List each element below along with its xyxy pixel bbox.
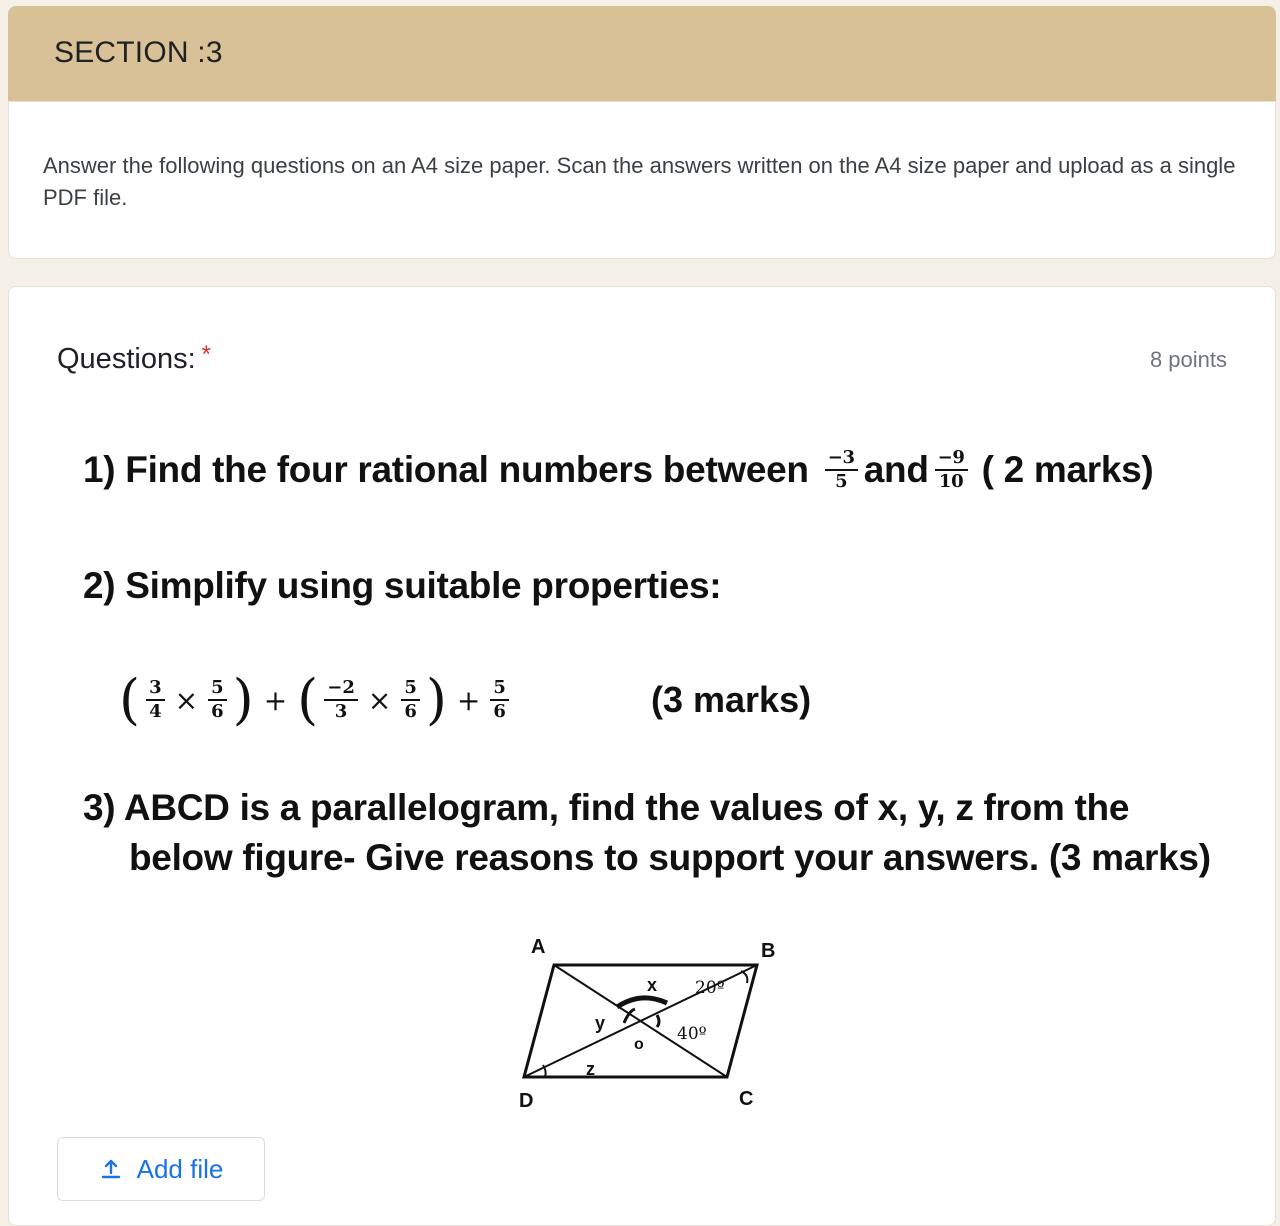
q1-frac2-num: −9 — [937, 447, 965, 468]
q1-fraction-1 — [825, 447, 858, 493]
q2-frac-1 — [146, 677, 165, 723]
angle-40-label: 40º — [677, 1024, 707, 1044]
q2-frac3-den: 3 — [324, 699, 358, 723]
q2-frac-5 — [490, 677, 509, 723]
q2-frac1-den: 4 — [146, 699, 165, 723]
times-op: × — [174, 683, 199, 717]
q2-frac-2 — [208, 677, 227, 723]
plus-op: + — [456, 683, 481, 717]
question-title-text: Questions: — [57, 343, 196, 375]
angle-x-label: x — [647, 975, 658, 995]
q2-frac4-num: 5 — [404, 677, 417, 698]
section-header — [8, 6, 1276, 101]
vertex-c-label: C — [739, 1088, 754, 1107]
q1-text — [83, 447, 1153, 493]
q2-frac3-num: −2 — [327, 677, 355, 698]
required-star: * — [201, 341, 211, 368]
upload-icon — [99, 1157, 123, 1181]
question-title — [57, 343, 211, 376]
q1-frac2-den: 10 — [935, 469, 968, 493]
angle-y-label: y — [595, 1013, 606, 1033]
parallelogram-svg — [509, 927, 799, 1107]
q2-frac1-num: 3 — [149, 677, 162, 698]
q2-frac2-den: 6 — [208, 699, 227, 723]
q2-frac-4 — [401, 677, 420, 723]
vertex-b-label: B — [761, 940, 776, 962]
q2-marks: (3 marks) — [651, 679, 812, 720]
q2-frac5-num: 5 — [493, 677, 506, 698]
section-description-card — [8, 101, 1276, 259]
vertex-d-label: D — [519, 1090, 534, 1107]
close-paren: ) — [425, 668, 447, 731]
q2-frac5-den: 6 — [490, 699, 509, 723]
q1-frac1-den: 5 — [825, 469, 858, 493]
q1-and: and — [863, 449, 929, 490]
angle-z-label: z — [586, 1059, 595, 1079]
q3-line1: 3) ABCD is a parallelogram, find the values of x, y, z from the — [83, 787, 1130, 828]
close-paren: ) — [232, 668, 254, 731]
open-paren: ( — [119, 668, 141, 731]
add-file-label: Add file — [136, 1153, 224, 1184]
plus-op: + — [263, 683, 288, 717]
angle-20-label: 20º — [695, 978, 725, 998]
open-paren: ( — [297, 668, 319, 731]
q2-frac2-num: 5 — [211, 677, 224, 698]
question-points: 8 points — [1149, 347, 1227, 372]
times-op: × — [367, 683, 392, 717]
q1-fraction-2 — [935, 447, 968, 493]
vertex-a-label: A — [531, 936, 546, 958]
question-card — [8, 286, 1276, 1226]
q2-title: 2) Simplify using suitable properties: — [83, 565, 722, 606]
q2-expression — [119, 665, 509, 735]
parallelogram-figure — [509, 927, 799, 1107]
section-title: SECTION :3 — [54, 36, 223, 69]
q1-frac1-num: −3 — [827, 447, 855, 468]
center-o-label: o — [634, 1036, 644, 1053]
add-file-button[interactable] — [57, 1137, 265, 1201]
q2-frac-3 — [324, 677, 358, 723]
q3-line2: below figure- Give reasons to support your answers. (3 marks) — [129, 837, 1211, 878]
q1-marks: ( 2 marks) — [981, 449, 1154, 490]
q2-frac4-den: 6 — [401, 699, 420, 723]
q1-prefix: 1) Find the four rational numbers between — [83, 449, 809, 490]
section-description: Answer the following questions on an A4 size paper. Scan the answers written on the A4 size paper and upload as a single PDF file. — [43, 153, 1236, 210]
